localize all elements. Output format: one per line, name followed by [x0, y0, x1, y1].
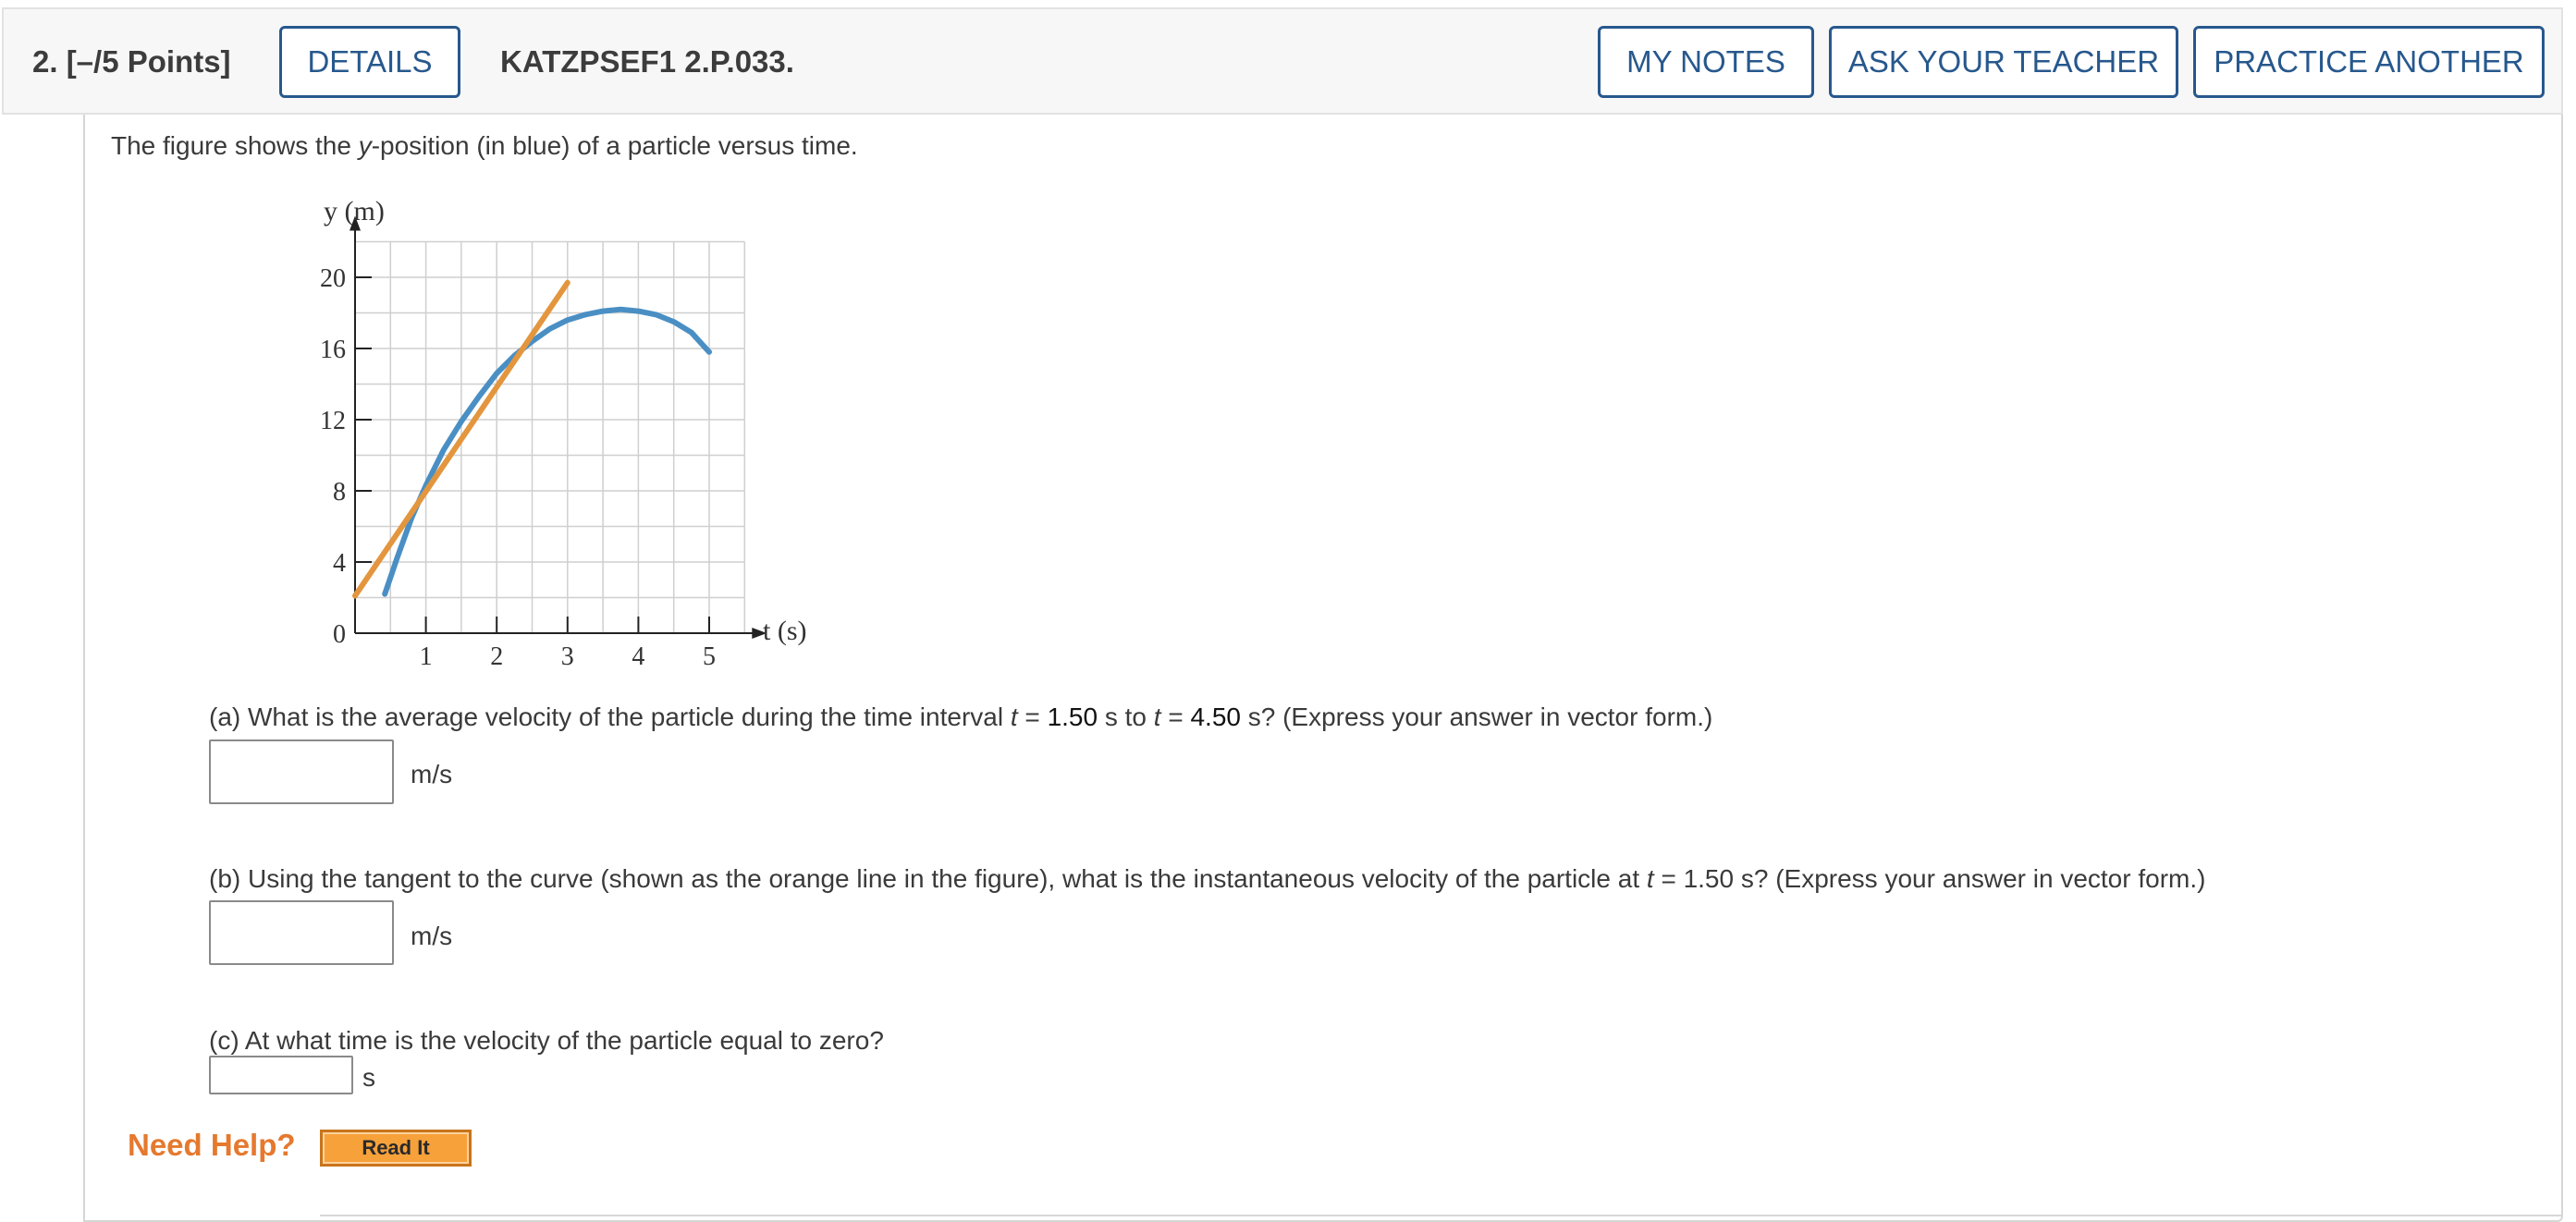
part-b-answer-input[interactable]	[209, 900, 394, 965]
x-tick-label: 4	[632, 642, 645, 666]
intro-text-pre: The figure shows the	[111, 131, 359, 160]
y-tick-label: 20	[320, 264, 346, 293]
question-header	[2, 7, 2563, 115]
part-c-unit: s	[362, 1063, 375, 1092]
part-a-question	[209, 703, 1712, 732]
part-b-question	[209, 864, 2205, 894]
x-axis-label: t (s)	[763, 616, 807, 646]
part-a-t1-variable: t	[1010, 703, 1018, 731]
x-tick-label: 3	[560, 642, 574, 666]
chart-grid	[355, 242, 744, 634]
part-b-t-variable: t	[1646, 864, 1654, 893]
ask-your-teacher-button[interactable]: ASK YOUR TEACHER	[1829, 26, 2178, 98]
part-a-t1-equals: =	[1017, 703, 1048, 731]
part-a-t2-equals: =	[1160, 703, 1191, 731]
my-notes-button[interactable]: MY NOTES	[1598, 26, 1814, 98]
x-tick-label: 5	[703, 642, 716, 666]
part-a-t1-value: 1.50	[1047, 703, 1098, 731]
part-b-unit: m/s	[411, 922, 453, 950]
part-b-text-post: = 1.50 s? (Express your answer in vector form.)	[1653, 864, 2206, 893]
x-tick-label: 1	[419, 642, 433, 666]
part-b-text-pre: (b) Using the tangent to the curve (shown as the orange line in the figure), what is the instantaneous velocity of the particle at	[209, 864, 1647, 893]
part-a-t2-value: 4.50	[1190, 703, 1241, 731]
need-help-label: Need Help?	[128, 1128, 296, 1162]
intro-text-post: -position (in blue) of a particle versus time.	[371, 131, 858, 160]
y-tick-label: 12	[320, 407, 346, 435]
y-tick-label: 4	[333, 549, 346, 578]
question-id: KATZPSEF1 2.P.033.	[500, 44, 794, 79]
x-tick-label: 2	[490, 642, 504, 666]
part-a-t2-variable: t	[1153, 703, 1161, 731]
position-time-figure	[277, 185, 1110, 666]
chart-axes	[350, 216, 767, 640]
position-curve	[385, 310, 709, 594]
question-intro	[111, 131, 858, 161]
divider	[320, 1215, 2561, 1216]
part-c-answer-input[interactable]	[209, 1056, 353, 1094]
read-it-button[interactable]: Read It	[320, 1130, 472, 1167]
part-a-unit: m/s	[411, 760, 453, 788]
part-a-t1-unit: s to	[1098, 703, 1154, 731]
y-tick-label: 16	[320, 336, 346, 364]
practice-another-button[interactable]: PRACTICE ANOTHER	[2193, 26, 2545, 98]
part-c-question: (c) At what time is the velocity of the particle equal to zero?	[209, 1026, 884, 1055]
part-a-text-pre: (a) What is the average velocity of the particle during the time interval	[209, 703, 1011, 731]
intro-variable: y	[358, 131, 372, 160]
y-tick-label: 8	[333, 478, 346, 507]
y-axis-label: y (m)	[324, 196, 385, 226]
y-tick-label: 0	[333, 620, 346, 649]
chart-ticks	[320, 264, 716, 666]
part-a-text-post: s? (Express your answer in vector form.)	[1240, 703, 1713, 731]
part-a-answer-input[interactable]	[209, 739, 394, 804]
question-number: 2. [–/5 Points]	[32, 44, 231, 79]
details-button[interactable]: DETAILS	[279, 26, 460, 98]
